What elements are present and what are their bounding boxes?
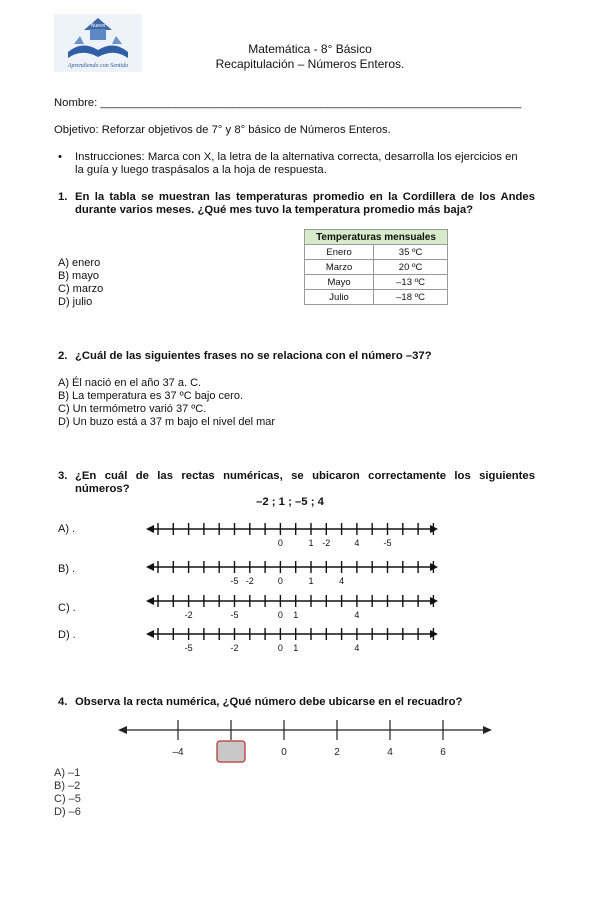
q3-line-2: números?	[75, 483, 130, 495]
number-line-d	[146, 628, 438, 653]
left-arrow-icon	[146, 597, 154, 605]
tick-label: 1	[308, 538, 314, 548]
q2-option-b[interactable]: B) La temperatura es 37 ºC bajo cero.	[58, 390, 244, 402]
tick-label: 0	[277, 576, 283, 586]
tick-label: 4	[387, 747, 393, 758]
table-row	[305, 245, 448, 260]
logo-text: Aprendiendo con Sentido	[67, 63, 129, 69]
tick-label: 4	[354, 643, 360, 653]
name-field[interactable]: Nombre: ___________________________________________________________________	[54, 97, 522, 109]
table-row	[305, 290, 448, 305]
q1-option-c[interactable]: C) marzo	[58, 283, 104, 295]
tick-label: 4	[339, 576, 345, 586]
number-line-a	[146, 523, 438, 548]
objective: Objetivo: Reforzar objetivos de 7° y 8° básico de Números Enteros.	[54, 124, 391, 136]
table-cell: Enero	[305, 245, 374, 260]
tick-label: –4	[172, 747, 184, 758]
q3-option-b[interactable]: B) .	[58, 563, 76, 575]
q1-line-1: En la tabla se muestran las temperaturas promedio en la Cordillera de los Andes	[75, 191, 535, 203]
q4-text: Observa la recta numérica, ¿Qué número debe ubicarse en el recuadro?	[75, 696, 463, 708]
table-cell: Mayo	[305, 275, 374, 290]
q2-text: ¿Cuál de las siguientes frases no se relaciona con el número –37?	[75, 350, 432, 362]
instructions-line-2: la guía y luego traspásalos a la hoja de respuesta.	[75, 164, 327, 176]
tick-label: 6	[440, 747, 446, 758]
tick-label: -5	[184, 643, 193, 653]
left-arrow-icon	[146, 630, 154, 638]
q1-option-b[interactable]: B) mayo	[58, 270, 99, 282]
tick-label: -5	[230, 610, 239, 620]
table-cell: Marzo	[305, 260, 374, 275]
page-subtitle: Recapitulación – Números Enteros.	[215, 57, 405, 71]
q3-option-a[interactable]: A) .	[58, 523, 76, 535]
tick-label: -5	[383, 538, 392, 548]
q4-option-c[interactable]: C) –5	[54, 793, 81, 805]
table-cell: –18 ºC	[374, 290, 448, 305]
tick-label: 0	[281, 747, 287, 758]
q3-number-lines	[140, 515, 440, 660]
tick-label: 1	[293, 643, 299, 653]
q3-option-c[interactable]: C) .	[58, 602, 76, 614]
school-logo	[54, 14, 142, 72]
number-line-c	[146, 595, 438, 620]
q1-option-a[interactable]: A) enero	[58, 257, 101, 269]
q1-option-d[interactable]: D) julio	[58, 296, 93, 308]
q4-number-line	[118, 716, 498, 768]
tick-label: 1	[308, 576, 314, 586]
tick-label: 1	[293, 610, 299, 620]
q4-option-b[interactable]: B) –2	[54, 780, 81, 792]
page-title: Matemática - 8° Básico	[248, 42, 372, 56]
q3-number: 3.	[58, 470, 68, 482]
table-cell: 20 ºC	[374, 260, 448, 275]
q2-option-a[interactable]: A) Él nació en el año 37 a. C.	[58, 377, 202, 389]
q2-number: 2.	[58, 350, 68, 362]
table-cell: Julio	[305, 290, 374, 305]
q4-number: 4.	[58, 696, 68, 708]
tick-label: -2	[184, 610, 193, 620]
left-arrow-icon	[146, 563, 154, 571]
q4-option-a[interactable]: A) –1	[54, 767, 81, 779]
tick-label: 2	[334, 747, 340, 758]
table-cell: –13 ºC	[374, 275, 448, 290]
logo-top-text: Nuevo	[90, 23, 106, 29]
tick-label: -2	[322, 538, 331, 548]
q1-number: 1.	[58, 191, 68, 203]
q1-line-2: durante varios meses. ¿Qué mes tuvo la temperatura promedio más baja?	[75, 204, 474, 216]
q2-option-d[interactable]: D) Un buzo está a 37 m bajo el nivel del mar	[58, 416, 276, 428]
table-title: Temperaturas mensuales	[305, 230, 448, 245]
instructions-line-1: Instrucciones: Marca con X, la letra de la alternativa correcta, desarrolla los ejercicios en	[75, 151, 518, 163]
tick-label: 4	[354, 538, 360, 548]
number-line-b	[146, 561, 438, 586]
tick-label: -5	[230, 576, 239, 586]
q3-numbers: –2 ; 1 ; –5 ; 4	[256, 496, 324, 508]
tick-label: -2	[230, 643, 239, 653]
right-arrow-icon	[483, 726, 492, 734]
bullet: •	[58, 151, 62, 163]
temperature-table	[304, 229, 448, 305]
tick-label: 0	[277, 610, 283, 620]
tick-label: -2	[245, 576, 254, 586]
tick-label: 0	[277, 538, 283, 548]
table-row	[305, 275, 448, 290]
q3-line-1: ¿En cuál de las rectas numéricas, se ubicaron correctamente los siguientes	[75, 470, 535, 482]
answer-box[interactable]	[217, 741, 245, 762]
tick-label: 0	[277, 643, 283, 653]
q4-option-d[interactable]: D) –6	[54, 806, 81, 818]
left-arrow-icon	[146, 525, 154, 533]
q3-option-d[interactable]: D) .	[58, 629, 76, 641]
left-arrow-icon	[118, 726, 127, 734]
q2-option-c[interactable]: C) Un termómetro varió 37 ºC.	[58, 403, 207, 415]
table-row	[305, 260, 448, 275]
table-cell: 35 ºC	[374, 245, 448, 260]
tick-label: 4	[354, 610, 360, 620]
